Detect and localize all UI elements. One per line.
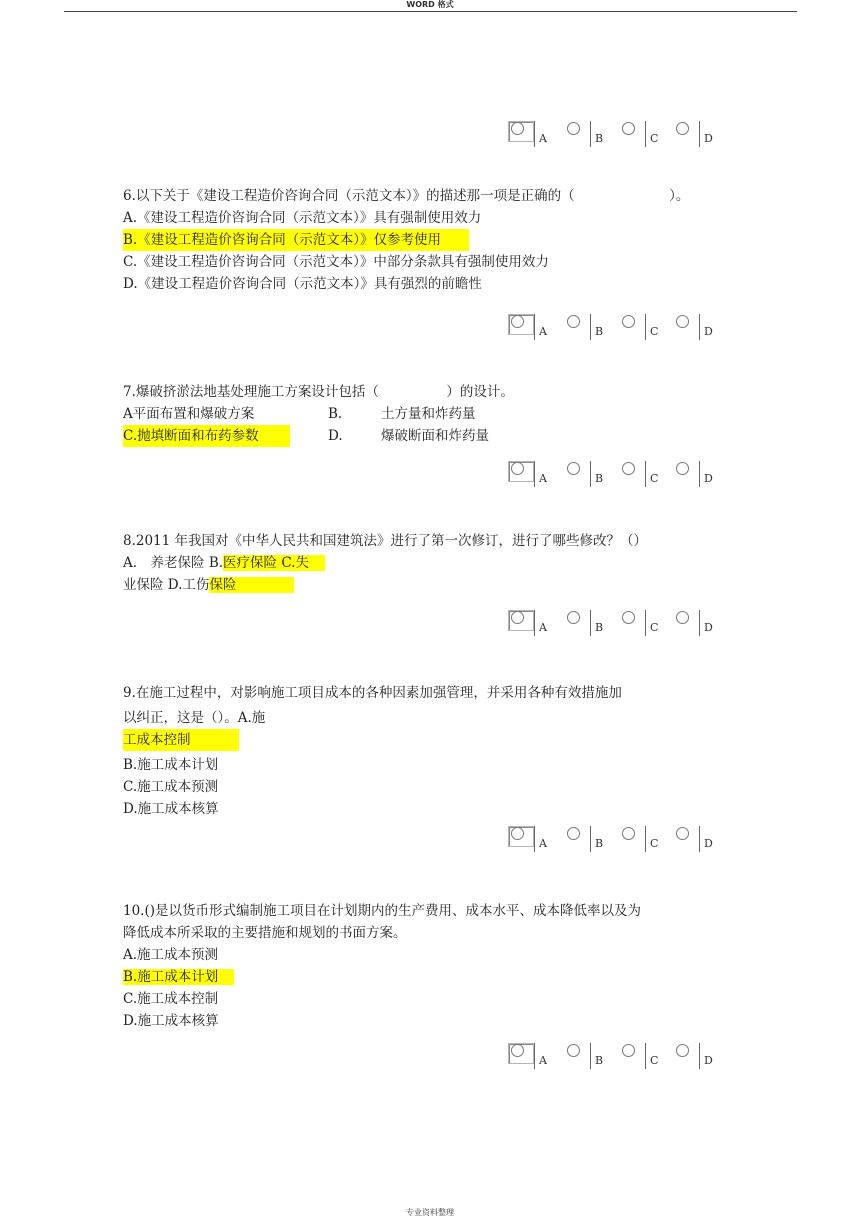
radio-circle-icon[interactable]	[511, 1044, 524, 1057]
radio-circle-icon[interactable]	[567, 122, 580, 135]
radio-circle-icon[interactable]	[676, 1044, 689, 1057]
option-letter: A	[539, 325, 547, 338]
options-text-highlighted: 保险	[209, 577, 294, 593]
option-text-d: D.施工成本核算	[123, 1013, 219, 1029]
option-letter: B	[595, 1054, 604, 1067]
option-letter: C	[650, 132, 659, 145]
divider	[645, 461, 646, 487]
option-letter: A	[539, 132, 547, 145]
divider	[699, 1043, 700, 1069]
divider	[590, 121, 591, 147]
option-text-b-highlighted: B.《建设工程造价咨询合同（示范文本）》仅参考使用	[123, 229, 469, 251]
option-letter: C	[650, 621, 659, 634]
divider	[699, 121, 700, 147]
divider	[590, 826, 591, 852]
divider	[534, 461, 535, 487]
radio-circle-icon[interactable]	[511, 462, 524, 475]
divider	[590, 461, 591, 487]
question-stem: 9.在施工过程中，对影响施工项目成本的各种因素加强管理，并采用各种有效措施加	[123, 685, 622, 701]
answer-radio-group	[508, 610, 723, 636]
option-letter: B	[595, 621, 604, 634]
divider	[534, 314, 535, 340]
option-letter: C	[650, 1054, 659, 1067]
option-text-a-highlighted: 工成本控制	[123, 729, 239, 751]
option-letter: B	[595, 837, 604, 850]
divider	[699, 826, 700, 852]
option-letter: A	[539, 472, 547, 485]
answer-radio-group	[508, 314, 723, 340]
radio-circle-icon[interactable]	[676, 611, 689, 624]
radio-circle-icon[interactable]	[676, 315, 689, 328]
option-text-c: C.《建设工程造价咨询合同（示范文本）》中部分条款具有强制使用效力	[123, 254, 549, 270]
divider	[645, 121, 646, 147]
divider	[645, 610, 646, 636]
divider	[645, 314, 646, 340]
divider	[590, 610, 591, 636]
option-text-c: C.施工成本控制	[123, 991, 219, 1007]
divider	[534, 1043, 535, 1069]
divider	[534, 826, 535, 852]
divider	[645, 1043, 646, 1069]
question-stem-cont: 以纠正，这是（）。A.施	[123, 710, 266, 726]
divider	[590, 1043, 591, 1069]
divider	[699, 610, 700, 636]
option-letter: D	[704, 1054, 713, 1067]
option-text-a: A.《建设工程造价咨询合同（示范文本）》具有强制使用效力	[123, 210, 482, 226]
radio-circle-icon[interactable]	[622, 315, 635, 328]
radio-circle-icon[interactable]	[511, 315, 524, 328]
options-text: 业保险 D.工伤	[123, 577, 210, 593]
answer-radio-group	[508, 121, 723, 147]
option-letter: B	[595, 132, 604, 145]
radio-circle-icon[interactable]	[676, 122, 689, 135]
option-text-b: 土方量和炸药量	[381, 406, 476, 422]
option-text-d: 爆破断面和炸药量	[381, 428, 489, 444]
radio-circle-icon[interactable]	[622, 462, 635, 475]
option-text-c-highlighted: C.抛填断面和布药参数	[123, 425, 290, 447]
option-letter: A	[539, 621, 547, 634]
question-stem: 8.2011 年我国对《中华人民共和国建筑法》进行了第一次修订，进行了哪些修改？（）	[123, 533, 648, 549]
question-7	[123, 381, 743, 447]
option-letter: C	[650, 472, 659, 485]
option-letter-d: D.	[328, 428, 343, 444]
option-letter: D	[704, 325, 713, 338]
question-stem: 7.爆破挤淤法地基处理施工方案设计包括（ ）的设计。	[123, 384, 514, 400]
option-letter: D	[704, 837, 713, 850]
radio-circle-icon[interactable]	[567, 315, 580, 328]
option-text-b: B.施工成本计划	[123, 757, 219, 773]
divider	[534, 610, 535, 636]
option-letter: C	[650, 325, 659, 338]
radio-circle-icon[interactable]	[567, 611, 580, 624]
radio-circle-icon[interactable]	[511, 827, 524, 840]
radio-circle-icon[interactable]	[511, 122, 524, 135]
divider	[534, 121, 535, 147]
page-header: WORD 格式	[406, 0, 454, 9]
radio-circle-icon[interactable]	[622, 611, 635, 624]
divider	[699, 461, 700, 487]
answer-radio-group	[508, 826, 723, 852]
option-letter: B	[595, 472, 604, 485]
option-text-a: A.施工成本预测	[123, 947, 219, 963]
question-stem: 10.()是以货币形式编制施工项目在计划期内的生产费用、成本水平、成本降低率以及为	[123, 903, 642, 919]
option-letter: B	[595, 325, 604, 338]
divider	[699, 314, 700, 340]
header-rule	[64, 11, 797, 12]
option-text-d: D.《建设工程造价咨询合同（示范文本）》具有强烈的前瞻性	[123, 276, 482, 292]
radio-circle-icon[interactable]	[676, 827, 689, 840]
option-letter: D	[704, 472, 713, 485]
radio-circle-icon[interactable]	[622, 1044, 635, 1057]
radio-circle-icon[interactable]	[676, 462, 689, 475]
answer-radio-group	[508, 1043, 723, 1069]
option-letter: C	[650, 837, 659, 850]
page-footer: 专业资料整理	[406, 1208, 454, 1217]
question-stem: 6.以下关于《建设工程造价咨询合同（示范文本）》的描述那一项是正确的（ ）。	[123, 188, 690, 204]
option-letter: D	[704, 132, 713, 145]
options-text: A. 养老保险 B.	[123, 555, 224, 571]
option-text-b-highlighted: B.施工成本计划	[123, 969, 234, 985]
options-text-highlighted: 医疗保险 C.失	[223, 555, 325, 571]
question-8	[123, 530, 743, 596]
answer-radio-group	[508, 461, 723, 487]
option-letter-b: B.	[328, 406, 343, 422]
radio-circle-icon[interactable]	[567, 462, 580, 475]
option-letter: A	[539, 837, 547, 850]
question-9	[123, 682, 743, 820]
question-6	[123, 185, 743, 295]
radio-circle-icon[interactable]	[511, 611, 524, 624]
radio-circle-icon[interactable]	[567, 1044, 580, 1057]
radio-circle-icon[interactable]	[567, 827, 580, 840]
divider	[590, 314, 591, 340]
option-letter: A	[539, 1054, 547, 1067]
option-letter: D	[704, 621, 713, 634]
option-text-c: C.施工成本预测	[123, 779, 219, 795]
radio-circle-icon[interactable]	[622, 122, 635, 135]
question-10	[123, 900, 743, 1032]
option-text-d: D.施工成本核算	[123, 801, 219, 817]
question-stem-cont: 降低成本所采取的主要措施和规划的书面方案。	[123, 925, 407, 941]
divider	[645, 826, 646, 852]
option-text-a: A平面布置和爆破方案	[123, 406, 255, 422]
radio-circle-icon[interactable]	[622, 827, 635, 840]
